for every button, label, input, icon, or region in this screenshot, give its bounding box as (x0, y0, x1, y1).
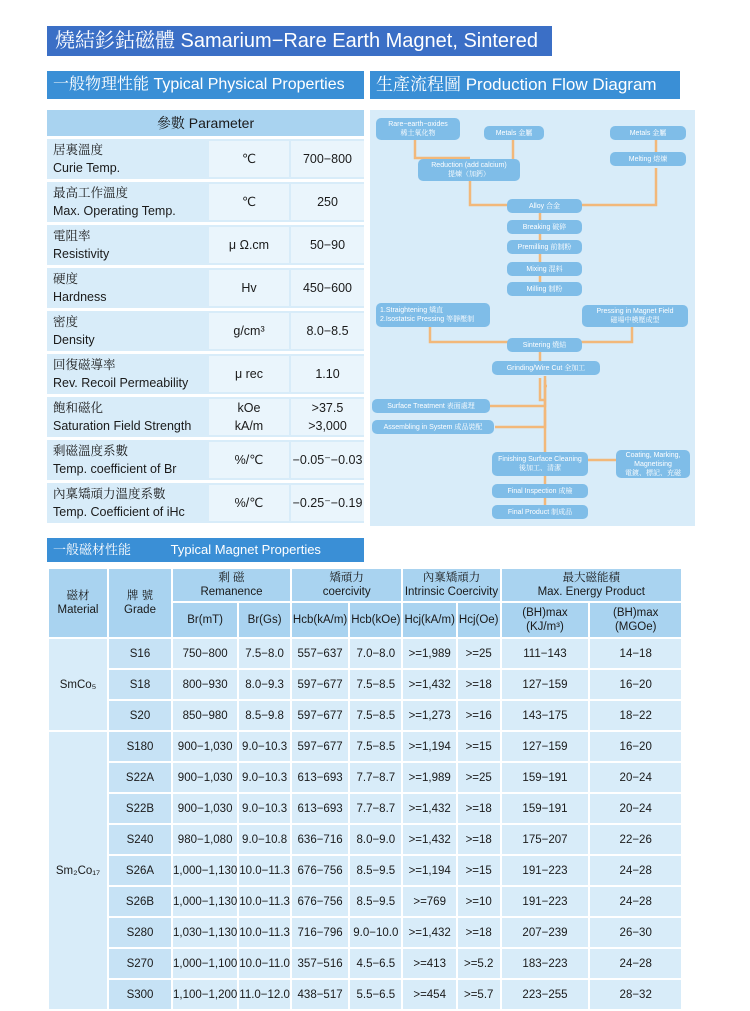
value-cell: 143−175 (502, 701, 589, 730)
value-cell: >=1,273 (403, 701, 455, 730)
value-cell: 1,000−1,100 (173, 949, 237, 978)
value-cell: 20−24 (590, 763, 681, 792)
value-cell: 159−191 (502, 763, 589, 792)
value-cell: 676−756 (292, 856, 348, 885)
value-cell: 636−716 (292, 825, 348, 854)
table-row (49, 763, 681, 792)
value-cell: 900−1,030 (173, 794, 237, 823)
magnet-heading-en: Typical Magnet Properties (170, 542, 321, 557)
value-cell: 850−980 (173, 701, 237, 730)
physical-row (47, 225, 364, 265)
grade-cell: S16 (109, 639, 171, 668)
value-cell: >=1,432 (403, 918, 455, 947)
value-cell: 8.0−9.3 (239, 670, 290, 699)
value-cell: 183−223 (502, 949, 589, 978)
col-hcb-ka: Hcb(kA/m) (292, 603, 348, 637)
value-cell: >=25 (458, 639, 500, 668)
value-cell: >=18 (458, 794, 500, 823)
value-cell: 750−800 (173, 639, 237, 668)
flow-breaking: Breaking 破碎 (507, 220, 582, 234)
flow-milling: Milling 制粉 (507, 282, 582, 296)
value-cell: 24−28 (590, 856, 681, 885)
param-name: 回復磁導率 Rev. Recoil Permeability (53, 358, 189, 390)
param-value: 50−90 (291, 227, 364, 263)
value-cell: >=1,194 (403, 732, 455, 761)
value-cell: 22−26 (590, 825, 681, 854)
physical-row (47, 139, 364, 179)
param-unit: μ rec (209, 356, 289, 392)
value-cell: 7.5−8.5 (350, 732, 401, 761)
value-cell: 676−756 (292, 887, 348, 916)
param-value: 8.0−8.5 (291, 313, 364, 349)
value-cell: >=18 (458, 918, 500, 947)
value-cell: 900−1,030 (173, 763, 237, 792)
col-grade: 牌 號 Grade (109, 569, 171, 637)
value-cell: 10.0−11.3 (239, 887, 290, 916)
table-row (49, 670, 681, 699)
value-cell: 7.5−8.5 (350, 701, 401, 730)
flow-surface-treatment: Surface Treatment 表面處理 (372, 399, 490, 413)
value-cell: 223−255 (502, 980, 589, 1009)
value-cell: 7.5−8.5 (350, 670, 401, 699)
param-name: 硬度 Hardness (53, 272, 107, 304)
table-row (49, 732, 681, 761)
value-cell: 597−677 (292, 732, 348, 761)
value-cell: >=5.2 (458, 949, 500, 978)
param-value: 700−800 (291, 141, 364, 177)
col-hcj-ka: Hcj(kA/m) (403, 603, 455, 637)
table-row (49, 856, 681, 885)
value-cell: >=15 (458, 732, 500, 761)
value-cell: 7.0−8.0 (350, 639, 401, 668)
table-row (49, 701, 681, 730)
value-cell: 191−223 (502, 887, 589, 916)
magnet-heading (47, 538, 364, 562)
value-cell: 175−207 (502, 825, 589, 854)
param-name: 飽和磁化 Saturation Field Strength (53, 401, 192, 433)
value-cell: 11.0−12.0 (239, 980, 290, 1009)
value-cell: >=1,432 (403, 794, 455, 823)
value-cell: 357−516 (292, 949, 348, 978)
param-unit: ℃ (209, 184, 289, 220)
param-name: 內稟矯頑力溫度系數 Temp. Coefficient of iHc (53, 487, 185, 519)
value-cell: >=1,989 (403, 639, 455, 668)
physical-row (47, 440, 364, 480)
value-cell: 1,100−1,200 (173, 980, 237, 1009)
material-group: Sm₂Co₁₇ (49, 732, 107, 1009)
value-cell: 613−693 (292, 794, 348, 823)
grade-cell: S20 (109, 701, 171, 730)
grade-cell: S26B (109, 887, 171, 916)
col-coercivity: 矯頑力 coercivity (292, 569, 402, 601)
flow-assembling: Assembling in System 成品裝配 (372, 420, 494, 434)
param-unit: μ Ω.cm (209, 227, 289, 263)
value-cell: 207−239 (502, 918, 589, 947)
value-cell: >=413 (403, 949, 455, 978)
value-cell: >=1,989 (403, 763, 455, 792)
value-cell: 28−32 (590, 980, 681, 1009)
col-br-mt: Br(mT) (173, 603, 237, 637)
value-cell: 127−159 (502, 732, 589, 761)
value-cell: 5.5−6.5 (350, 980, 401, 1009)
grade-cell: S270 (109, 949, 171, 978)
col-intrinsic: 內稟矯頑力 Intrinsic Coercivity (403, 569, 499, 601)
col-bh-mgoe: (BH)max (MGOe) (590, 603, 681, 637)
flow-heading: 生產流程圖 Production Flow Diagram (370, 71, 680, 99)
value-cell: >=769 (403, 887, 455, 916)
value-cell: 9.0−10.3 (239, 763, 290, 792)
value-cell: 24−28 (590, 949, 681, 978)
value-cell: 8.5−9.8 (239, 701, 290, 730)
value-cell: >=18 (458, 825, 500, 854)
flow-grinding: Grinding/Wire Cut 全加工 (492, 361, 600, 375)
param-name: 最高工作溫度 Max. Operating Temp. (53, 186, 176, 218)
value-cell: >=15 (458, 856, 500, 885)
grade-cell: S280 (109, 918, 171, 947)
value-cell: 4.5−6.5 (350, 949, 401, 978)
flow-mixing: Mixing 混料 (507, 262, 582, 276)
value-cell: 7.7−8.7 (350, 794, 401, 823)
grade-cell: S240 (109, 825, 171, 854)
flow-final-product: Final Product 制成品 (492, 505, 588, 519)
value-cell: 800−930 (173, 670, 237, 699)
value-cell: >=1,432 (403, 670, 455, 699)
value-cell: >=454 (403, 980, 455, 1009)
value-cell: 7.7−8.7 (350, 763, 401, 792)
value-cell: 900−1,030 (173, 732, 237, 761)
value-cell: 980−1,080 (173, 825, 237, 854)
grade-cell: S22A (109, 763, 171, 792)
physical-row (47, 311, 364, 351)
value-cell: 8.5−9.5 (350, 887, 401, 916)
magnet-properties-table (47, 567, 683, 1011)
flow-alloy: Alloy 合金 (507, 199, 582, 213)
value-cell: >=10 (458, 887, 500, 916)
param-value: 450−600 (291, 270, 364, 306)
value-cell: 111−143 (502, 639, 589, 668)
physical-properties-table (47, 110, 364, 523)
param-unit: ℃ (209, 141, 289, 177)
page-title: 燒結釤鈷磁體 Samarium−Rare Earth Magnet, Sintered (47, 26, 552, 56)
value-cell: 16−20 (590, 732, 681, 761)
col-br-gs: Br(Gs) (239, 603, 290, 637)
flow-final-inspection: Final Inspection 成檢 (492, 484, 588, 498)
value-cell: 159−191 (502, 794, 589, 823)
col-hcj-oe: Hcj(Oe) (458, 603, 500, 637)
col-material: 磁材 Material (49, 569, 107, 637)
value-cell: >=1,194 (403, 856, 455, 885)
flow-sintering: Sintering 燒結 (507, 338, 582, 352)
value-cell: 613−693 (292, 763, 348, 792)
table-row (49, 980, 681, 1009)
param-value: 1.10 (291, 356, 364, 392)
param-value: >37.5 >3,000 (291, 399, 364, 435)
value-cell: 7.5−8.0 (239, 639, 290, 668)
param-unit: %/℃ (209, 442, 289, 478)
param-value: −0.25⁻−0.19 (291, 485, 364, 521)
table-row (49, 825, 681, 854)
value-cell: 1,000−1,130 (173, 887, 237, 916)
value-cell: >=16 (458, 701, 500, 730)
table-row (49, 639, 681, 668)
physical-heading: 一般物理性能 Typical Physical Properties (47, 71, 364, 99)
flow-finishing: Finishing Surface Cleaning 後加工、清潔 (492, 452, 588, 476)
param-unit: g/cm³ (209, 313, 289, 349)
value-cell: 16−20 (590, 670, 681, 699)
value-cell: 127−159 (502, 670, 589, 699)
grade-cell: S18 (109, 670, 171, 699)
value-cell: 597−677 (292, 670, 348, 699)
param-value: 250 (291, 184, 364, 220)
value-cell: 1,030−1,130 (173, 918, 237, 947)
value-cell: 14−18 (590, 639, 681, 668)
value-cell: 18−22 (590, 701, 681, 730)
param-name: 電阻率 Resistivity (53, 229, 110, 261)
physical-row (47, 182, 364, 222)
value-cell: 9.0−10.3 (239, 732, 290, 761)
grade-cell: S22B (109, 794, 171, 823)
value-cell: 557−637 (292, 639, 348, 668)
grade-cell: S26A (109, 856, 171, 885)
flow-straightening: 1.Straightening 矯直 2.Isostatsic Pressing 等靜壓制 (376, 303, 490, 327)
param-name: 剩磁溫度系數 Temp. coefficient of Br (53, 444, 177, 476)
flow-coating: Coating, Marking, Magnetising 電鍍、標記、充磁 (616, 450, 690, 478)
col-bh-kj: (BH)max (KJ/m³) (502, 603, 589, 637)
value-cell: 20−24 (590, 794, 681, 823)
production-flow-diagram (370, 110, 695, 526)
value-cell: 8.5−9.5 (350, 856, 401, 885)
value-cell: 24−28 (590, 887, 681, 916)
col-remanence: 剩 磁 Remanence (173, 569, 290, 601)
value-cell: 26−30 (590, 918, 681, 947)
physical-row (47, 483, 364, 523)
flow-rare-earth-oxides: Rare−earth−oxides 稀土氧化物 (376, 118, 460, 140)
value-cell: 1,000−1,130 (173, 856, 237, 885)
param-unit: kOe kA/m (209, 399, 289, 435)
material-group: SmCo₅ (49, 639, 107, 730)
value-cell: 8.0−9.0 (350, 825, 401, 854)
value-cell: 597−677 (292, 701, 348, 730)
param-unit: %/℃ (209, 485, 289, 521)
value-cell: 716−796 (292, 918, 348, 947)
grade-cell: S300 (109, 980, 171, 1009)
flow-metals-right: Metals 金屬 (610, 126, 686, 140)
magnet-heading-zh: 一般磁材性能 (53, 542, 132, 557)
table-row (49, 887, 681, 916)
physical-row (47, 354, 364, 394)
grade-cell: S180 (109, 732, 171, 761)
value-cell: >=18 (458, 670, 500, 699)
param-header: 參數 Parameter (47, 110, 364, 136)
col-energy: 最大磁能積 Max. Energy Product (502, 569, 681, 601)
flow-premilling: Premilling 前制粉 (507, 240, 582, 254)
col-hcb-koe: Hcb(kOe) (350, 603, 401, 637)
value-cell: 9.0−10.8 (239, 825, 290, 854)
value-cell: 9.0−10.3 (239, 794, 290, 823)
value-cell: >=5.7 (458, 980, 500, 1009)
value-cell: >=25 (458, 763, 500, 792)
value-cell: 9.0−10.0 (350, 918, 401, 947)
param-unit: Hv (209, 270, 289, 306)
value-cell: 10.0−11.3 (239, 918, 290, 947)
physical-row (47, 397, 364, 437)
param-name: 居裏溫度 Curie Temp. (53, 143, 121, 175)
value-cell: 438−517 (292, 980, 348, 1009)
value-cell: 10.0−11.0 (239, 949, 290, 978)
value-cell: 10.0−11.3 (239, 856, 290, 885)
flow-pressing-field: Pressing in Magnet Field 磁場中模壓成型 (582, 305, 688, 327)
flow-reduction: Reduction (add calcium) 提煉（加鈣） (418, 159, 520, 181)
physical-row (47, 268, 364, 308)
param-name: 密度 Density (53, 315, 95, 347)
table-row (49, 794, 681, 823)
flow-metals-mid: Metals 金屬 (484, 126, 544, 140)
value-cell: 191−223 (502, 856, 589, 885)
value-cell: >=1,432 (403, 825, 455, 854)
table-row (49, 918, 681, 947)
flow-melting: Melting 熔煉 (610, 152, 686, 166)
param-value: −0.05⁻−0.03 (291, 442, 364, 478)
